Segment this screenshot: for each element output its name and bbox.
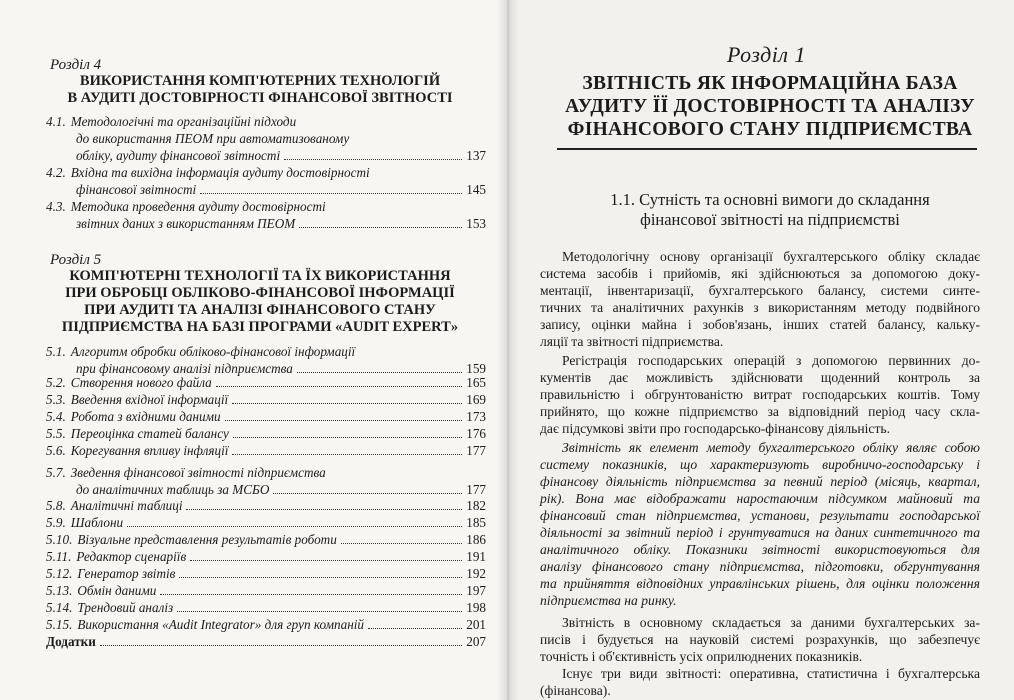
text-line: систему показників, що характеризують виробничо-господарську і xyxy=(540,457,980,472)
toc-entry-5-12[interactable] xyxy=(46,565,486,582)
toc-entry-5-1[interactable] xyxy=(46,343,486,377)
chapter-title-line: АУДИТУ ЇЇ ДОСТОВІРНОСТІ ТА АНАЛІЗУ xyxy=(565,96,975,117)
toc-number: 5.2. xyxy=(46,375,66,390)
toc-page-number: 182 xyxy=(466,498,486,513)
toc-number: 5.13. xyxy=(46,583,73,598)
toc-leader-dots xyxy=(368,628,462,629)
text-line: система засобів і прийомів, які здійснюються за допомогою доку- xyxy=(540,266,980,281)
toc-leader-dots xyxy=(273,493,462,494)
toc-leader-dots xyxy=(341,543,462,544)
toc-page-number: 169 xyxy=(466,392,486,407)
text-line: писів і будується на науковій системі розрахунків, що забезпечує xyxy=(540,632,980,647)
toc-leader-dots xyxy=(186,509,462,510)
text-line: Звітність як елемент методу бухгалтерського обліку являє собою xyxy=(562,440,980,455)
toc-leader-dots xyxy=(232,403,462,404)
toc-text: Методологічні та організаційні підходи xyxy=(70,114,297,129)
toc-entry-5-14[interactable] xyxy=(46,599,486,616)
paragraph-2 xyxy=(540,352,980,437)
section-5-title-line: ПРИ ОБРОБЦІ ОБЛІКОВО-ФІНАНСОВОЇ ІНФОРМАЦІЇ xyxy=(65,285,455,301)
toc-number: 5.10. xyxy=(46,532,73,547)
toc-leader-dots xyxy=(160,594,462,595)
paragraph-1 xyxy=(540,248,980,350)
toc-leader-dots xyxy=(225,420,463,421)
toc-text: Візуальне представлення результатів роботи xyxy=(77,532,337,547)
text-line: прийнято, що кожне підприємство за відповідний період часу скла- xyxy=(540,404,980,419)
toc-entry-5-4[interactable] xyxy=(46,408,486,425)
text-line: кументів дає можливість здійснювати щоденний контроль за xyxy=(540,370,980,385)
toc-leader-dots xyxy=(299,227,462,228)
toc-number: 5.12. xyxy=(46,566,73,581)
toc-text: Генератор звітів xyxy=(77,566,176,581)
chapter-label: Розділ 1 xyxy=(727,42,806,67)
toc-text: Аналітичні таблиці xyxy=(70,498,183,513)
text-line: ляції та звітності підприємства. xyxy=(540,334,724,349)
toc-number: 5.8. xyxy=(46,498,66,513)
text-line: фінансову діяльність підприємства за певний період (місяць, квартал, xyxy=(540,474,980,489)
toc-page-number: 137 xyxy=(466,148,486,163)
toc-entry-5-3[interactable] xyxy=(46,391,486,408)
text-line: підприємства на ринку. xyxy=(540,593,677,608)
text-line: аналізу фінансового стану підприємства, підготовки, обгрунтування xyxy=(540,559,980,574)
toc-text: до аналітичних таблиць за МСБО xyxy=(76,482,270,497)
toc-page-number: 192 xyxy=(466,566,486,581)
toc-page-number: 159 xyxy=(466,361,486,376)
toc-entry-4-3[interactable] xyxy=(46,198,486,232)
text-line: тичних та аналітичних рахунків з використанням методу подвійного xyxy=(540,300,980,315)
chapter-title-line: ФІНАНСОВОГО СТАНУ ПІДПРИЄМСТВА xyxy=(567,119,973,140)
text-line: Регістрація господарських операцій з допомогою первинних до- xyxy=(562,353,980,368)
toc-text: Введення вхідної інформації xyxy=(70,392,229,407)
toc-text: Обмін даними xyxy=(77,583,157,598)
toc-number: 5.7. xyxy=(46,465,66,480)
toc-leader-dots xyxy=(284,159,462,160)
toc-number: 5.6. xyxy=(46,443,66,458)
text-line: (фінансова). xyxy=(540,683,611,698)
toc-entry-5-8[interactable] xyxy=(46,497,486,514)
toc-text: Алгоритм обробки обліково-фінансової інформації xyxy=(70,344,356,359)
toc-text: Редактор сценаріїв xyxy=(76,549,187,564)
text-line: та прийняття відповідних управлінських рішень, для оцінки положення xyxy=(540,576,980,591)
toc-entry-5-13[interactable] xyxy=(46,582,486,599)
toc-leader-dots xyxy=(190,560,462,561)
toc-leader-dots xyxy=(216,386,462,387)
toc-text: звітних даних з використанням ПЕОМ xyxy=(76,216,296,231)
section-5-title xyxy=(50,268,470,336)
toc-entry-5-9[interactable] xyxy=(46,514,486,531)
section-4-label: Розділ 4 xyxy=(50,57,102,73)
toc-page-number: 186 xyxy=(466,532,486,547)
toc-number: 5.11. xyxy=(46,549,72,564)
section-4-title xyxy=(50,73,470,107)
toc-leader-dots xyxy=(179,577,462,578)
toc-leader-dots xyxy=(232,454,462,455)
toc-text: Трендовий аналіз xyxy=(77,600,174,615)
chapter-title-line: ЗВІТНІСТЬ ЯК ІНФОРМАЦІЙНА БАЗА xyxy=(582,73,958,94)
text-line: ментації, інвентаризації, бухгалтерського балансу, системи синте- xyxy=(540,283,980,298)
toc-page-number: 198 xyxy=(466,600,486,615)
text-line: правильністю і обгрунтованістю витрат господарських коштів. Тому xyxy=(540,387,980,402)
toc-entry-5-5[interactable] xyxy=(46,425,486,442)
toc-text: Зведення фінансової звітності підприємства xyxy=(70,465,326,480)
section-5-label: Розділ 5 xyxy=(50,252,102,268)
toc-entry-5-6[interactable] xyxy=(46,442,486,459)
book-gutter xyxy=(497,0,519,700)
text-line: аналітичного обліку. Показники звітності використовуються для xyxy=(540,542,980,557)
toc-leader-dots xyxy=(127,526,462,527)
toc-page-number: 197 xyxy=(466,583,486,598)
toc-leader-dots xyxy=(177,611,462,612)
toc-page-number: 207 xyxy=(466,634,486,649)
text-line: запису, оцінки майна і зобов'язань, інших статей балансу, кальку- xyxy=(540,317,980,332)
subsection-title-line: фінансової звітності на підприємстві xyxy=(640,210,900,229)
toc-leader-dots xyxy=(200,193,462,194)
text-line: точність і об'єктивність усіх оприлюднених показників. xyxy=(540,649,863,664)
toc-leader-dots xyxy=(297,372,462,373)
toc-entry-5-11[interactable] xyxy=(46,548,486,565)
toc-number: 5.4. xyxy=(46,409,66,424)
toc-leader-dots xyxy=(100,645,462,646)
text-line: фінансовий стан підприємства, установи, результати господарської xyxy=(540,508,980,523)
toc-text: Додатки xyxy=(46,634,96,649)
toc-page-number: 173 xyxy=(466,409,486,424)
toc-text: до використання ПЕОМ при автоматизованому xyxy=(76,131,350,146)
toc-leader-dots xyxy=(233,437,462,438)
chapter-title xyxy=(560,72,980,141)
section-5-title-line: КОМП'ЮТЕРНІ ТЕХНОЛОГІЇ ТА ЇХ ВИКОРИСТАННЯ xyxy=(69,268,451,284)
toc-number: 5.3. xyxy=(46,392,66,407)
toc-number: 5.9. xyxy=(46,515,66,530)
text-line: дає підсумкові звіти про господарсько-фінансову діяльність. xyxy=(540,421,890,436)
toc-page-number: 177 xyxy=(466,482,486,497)
toc-page-number: 145 xyxy=(466,182,486,197)
toc-text: Використання «Audit Integrator» для груп компаній xyxy=(77,617,364,632)
toc-page-number: 185 xyxy=(466,515,486,530)
toc-number: 4.3. xyxy=(46,199,66,214)
text-line: рік). Вона має відображати наростаючим підсумком майновий та xyxy=(540,491,980,506)
toc-number: 4.1. xyxy=(46,114,66,129)
toc-page-number: 153 xyxy=(466,216,486,231)
toc-text: обліку, аудиту фінансової звітності xyxy=(76,148,281,163)
toc-text: Методика проведення аудиту достовірності xyxy=(70,199,326,214)
section-5-title-line: ПІДПРИЄМСТВА НА БАЗІ ПРОГРАМИ «AUDIT EXPERT» xyxy=(61,319,459,335)
text-line: діяльності за звітний період і грунтуватися на даних синтетичного та xyxy=(540,525,980,540)
paragraph-4 xyxy=(540,614,980,665)
toc-entry-appendix[interactable] xyxy=(46,633,486,650)
toc-page-number: 177 xyxy=(466,443,486,458)
toc-entry-4-2[interactable] xyxy=(46,164,486,198)
toc-text: Шаблони xyxy=(70,515,124,530)
section-4-title-line: ВИКОРИСТАННЯ КОМП'ЮТЕРНИХ ТЕХНОЛОГІЙ xyxy=(79,73,441,89)
toc-text: Робота з вхідними даними xyxy=(70,409,221,424)
title-rule xyxy=(557,148,977,150)
toc-number: 5.15. xyxy=(46,617,73,632)
toc-page-number: 191 xyxy=(466,549,486,564)
toc-text: Корегування впливу інфляції xyxy=(70,443,229,458)
section-5-title-line: ПРИ АУДИТІ ТА АНАЛІЗІ ФІНАНСОВОГО СТАНУ xyxy=(84,302,436,318)
paragraph-5 xyxy=(540,665,980,699)
toc-text: Вхідна та вихідна інформація аудиту достовірності xyxy=(70,165,370,180)
toc-text: Створення нового файла xyxy=(70,375,212,390)
toc-number: 5.5. xyxy=(46,426,66,441)
toc-page-number: 165 xyxy=(466,375,486,390)
toc-page-number: 176 xyxy=(466,426,486,441)
text-line: Методологічну основу організації бухгалтерського обліку складає xyxy=(562,249,980,264)
text-line: Звітність в основному складається за даними бухгалтерських за- xyxy=(562,615,980,630)
toc-entry-5-10[interactable] xyxy=(46,531,486,548)
section-4-title-line: В АУДИТІ ДОСТОВІРНОСТІ ФІНАНСОВОЇ ЗВІТНОСТІ xyxy=(67,90,453,106)
toc-entry-5-7[interactable] xyxy=(46,464,486,498)
toc-text: Переоцінка статей балансу xyxy=(70,426,229,441)
paragraph-3 xyxy=(540,439,980,609)
toc-entry-5-2[interactable] xyxy=(46,374,486,391)
toc-entry-5-15[interactable] xyxy=(46,616,486,633)
toc-page-number: 201 xyxy=(466,617,486,632)
subsection-title xyxy=(560,190,980,230)
toc-text: фінансової звітності xyxy=(76,182,197,197)
toc-number: 5.1. xyxy=(46,344,66,359)
toc-number: 4.2. xyxy=(46,165,66,180)
subsection-title-line: 1.1. Сутність та основні вимоги до складання xyxy=(610,190,930,209)
toc-number: 5.14. xyxy=(46,600,73,615)
toc-entry-4-1[interactable] xyxy=(46,113,486,164)
text-line: Існує три види звітності: оперативна, статистична і бухгалтерська xyxy=(562,666,980,681)
toc-text: при фінансовому аналізі підприємства xyxy=(76,361,293,376)
